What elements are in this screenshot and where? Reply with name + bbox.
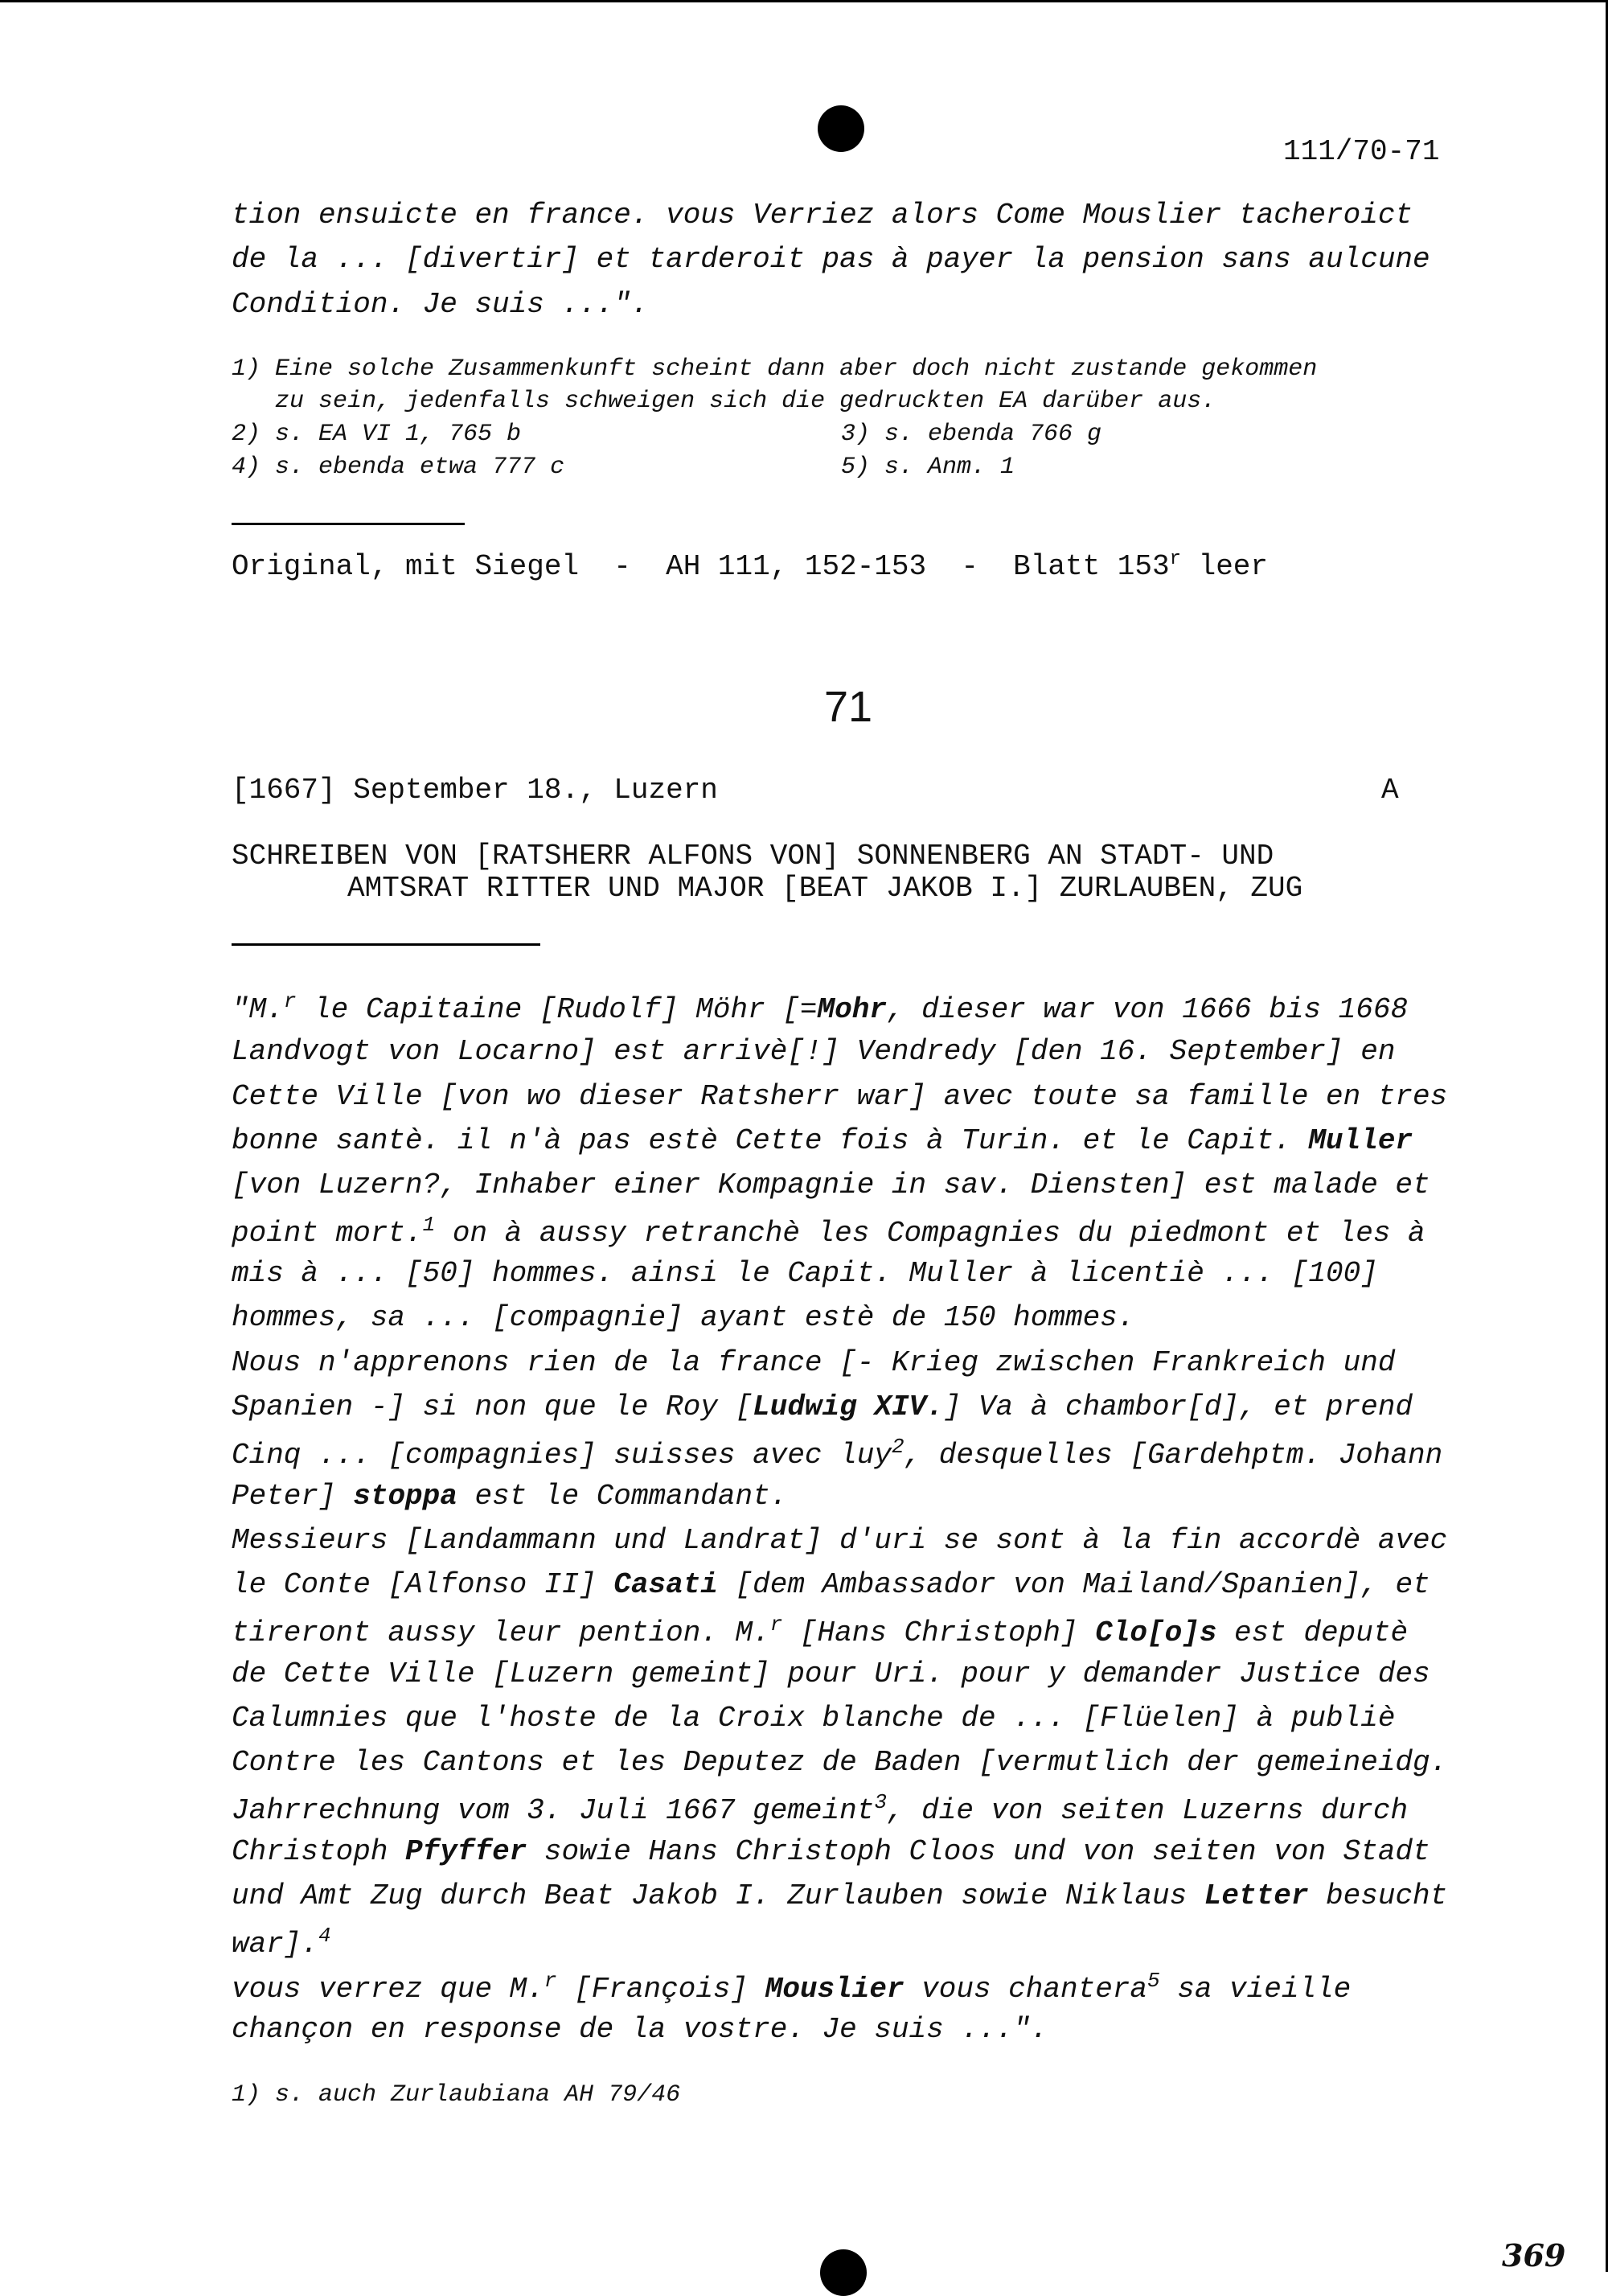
footnote-2: 2) s. EA VI 1, 765 b xyxy=(232,421,522,448)
footnote-3: 3) s. ebenda 766 g xyxy=(841,421,1102,448)
body-line: de Cette Ville [Luzern gemeint] pour Uri. pour y demander Justice des xyxy=(232,1657,1430,1690)
scan-top-edge xyxy=(0,0,1608,2)
footnote-5: 5) s. Anm. 1 xyxy=(841,454,1015,481)
body-line: Contre les Cantons et les Deputez de Baden [vermutlich der gemeineidg. xyxy=(232,1746,1448,1779)
body-line: hommes, sa ... [compagnie] ayant estè de 150 hommes. xyxy=(232,1301,1135,1334)
date-place-line: [1667] September 18., Luzern xyxy=(232,774,718,807)
document-number: 71 xyxy=(824,683,873,731)
footnote-4: 4) s. ebenda etwa 777 c xyxy=(232,454,565,481)
body-line: und Amt Zug durch Beat Jakob I. Zurlauben sowie Niklaus Letter besucht xyxy=(232,1879,1448,1912)
body-line: war].$^4$ xyxy=(232,1924,331,1961)
letter-type: A xyxy=(1381,774,1399,807)
footnote-1-cont: zu sein, jedenfalls schweigen sich die gedruckten EA darüber aus. xyxy=(232,388,1216,415)
body-line: Jahrrechnung vom 3. Juli 1667 gemeint$^3$, die von seiten Luzerns durch xyxy=(232,1790,1409,1827)
punch-hole-bottom xyxy=(820,2249,867,2296)
body-line: Landvogt von Locarno] est arrivè[!] Vendredy [den 16. September] en xyxy=(232,1035,1396,1068)
body-line: Cinq ... [compagnies] suisses avec luy$^2$, desquelles [Gardehptm. Johann xyxy=(232,1435,1443,1472)
body-line: le Conte [Alfonso II] Casati [dem Ambassador von Mailand/Spanien], et xyxy=(232,1568,1430,1601)
footnote-bottom: 1) s. auch Zurlaubiana AH 79/46 xyxy=(232,2081,681,2109)
separator-rule xyxy=(232,943,540,946)
body-line: vous verrez que M.$^r$ [François] Mouslier vous chantera$^5$ sa vieille xyxy=(232,1969,1352,2006)
body-line: Peter] stoppa est le Commandant. xyxy=(232,1480,788,1513)
body-line: [von Luzern?, Inhaber einer Kompagnie in sav. Diensten] est malade et xyxy=(232,1169,1430,1201)
folio-number: 369 xyxy=(1502,2237,1566,2273)
continuation-line: Condition. Je suis ...". xyxy=(232,288,649,321)
continuation-line: de la ... [divertir] et tarderoit pas à payer la pension sans aulcune xyxy=(232,243,1430,276)
body-line: bonne santè. il n'à pas estè Cette fois à Turin. et le Capit. Muller xyxy=(232,1124,1413,1157)
footnote-1: 1) Eine solche Zusammenkunft scheint dann aber doch nicht zustande gekommen xyxy=(232,355,1318,383)
body-line: mis à ... [50] hommes. ainsi le Capit. Muller à licentiè ... [100] xyxy=(232,1257,1378,1290)
body-line: Calumnies que l'hoste de la Croix blanche de ... [Flüelen] à publiè xyxy=(232,1702,1396,1735)
page-reference: 111/70-71 xyxy=(1283,135,1440,168)
separator-rule xyxy=(232,523,465,525)
body-line: Spanien -] si non que le Roy [Ludwig XIV.] Va à chambor[d], et prend xyxy=(232,1390,1413,1423)
body-line: Cette Ville [von wo dieser Ratsherr war] avec toute sa famille en tres xyxy=(232,1080,1448,1113)
punch-hole-top xyxy=(818,105,864,152)
body-line: Nous n'apprenons rien de la france [- Krieg zwischen Frankreich und xyxy=(232,1346,1396,1379)
body-line: point mort.$^1$ on à aussy retranchè les Compagnies du piedmont et les à xyxy=(232,1213,1425,1250)
source-note: Original, mit Siegel - AH 111, 152-153 - Blatt 153$^r$ leer xyxy=(232,548,1269,583)
document-title: SCHREIBEN VON [RATSHERR ALFONS VON] SONNENBERG AN STADT- UND xyxy=(232,840,1274,873)
body-line: chançon en response de la vostre. Je suis ...". xyxy=(232,2013,1048,2046)
body-line: "M.$^r$ le Capitaine [Rudolf] Möhr [=Mohr, dieser war von 1666 bis 1668 xyxy=(232,989,1409,1026)
body-line: Christoph Pfyffer sowie Hans Christoph Cloos und von seiten von Stadt xyxy=(232,1835,1430,1868)
body-line: Messieurs [Landammann und Landrat] d'uri se sont à la fin accordè avec xyxy=(232,1524,1448,1557)
document-title-cont: AMTSRAT RITTER UND MAJOR [BEAT JAKOB I.] ZURLAUBEN, ZUG xyxy=(347,872,1303,905)
continuation-line: tion ensuicte en france. vous Verriez alors Come Mouslier tacheroict xyxy=(232,199,1413,232)
body-line: tireront aussy leur pention. M.$^r$ [Hans Christoph] Clo[o]s est deputè xyxy=(232,1612,1409,1649)
